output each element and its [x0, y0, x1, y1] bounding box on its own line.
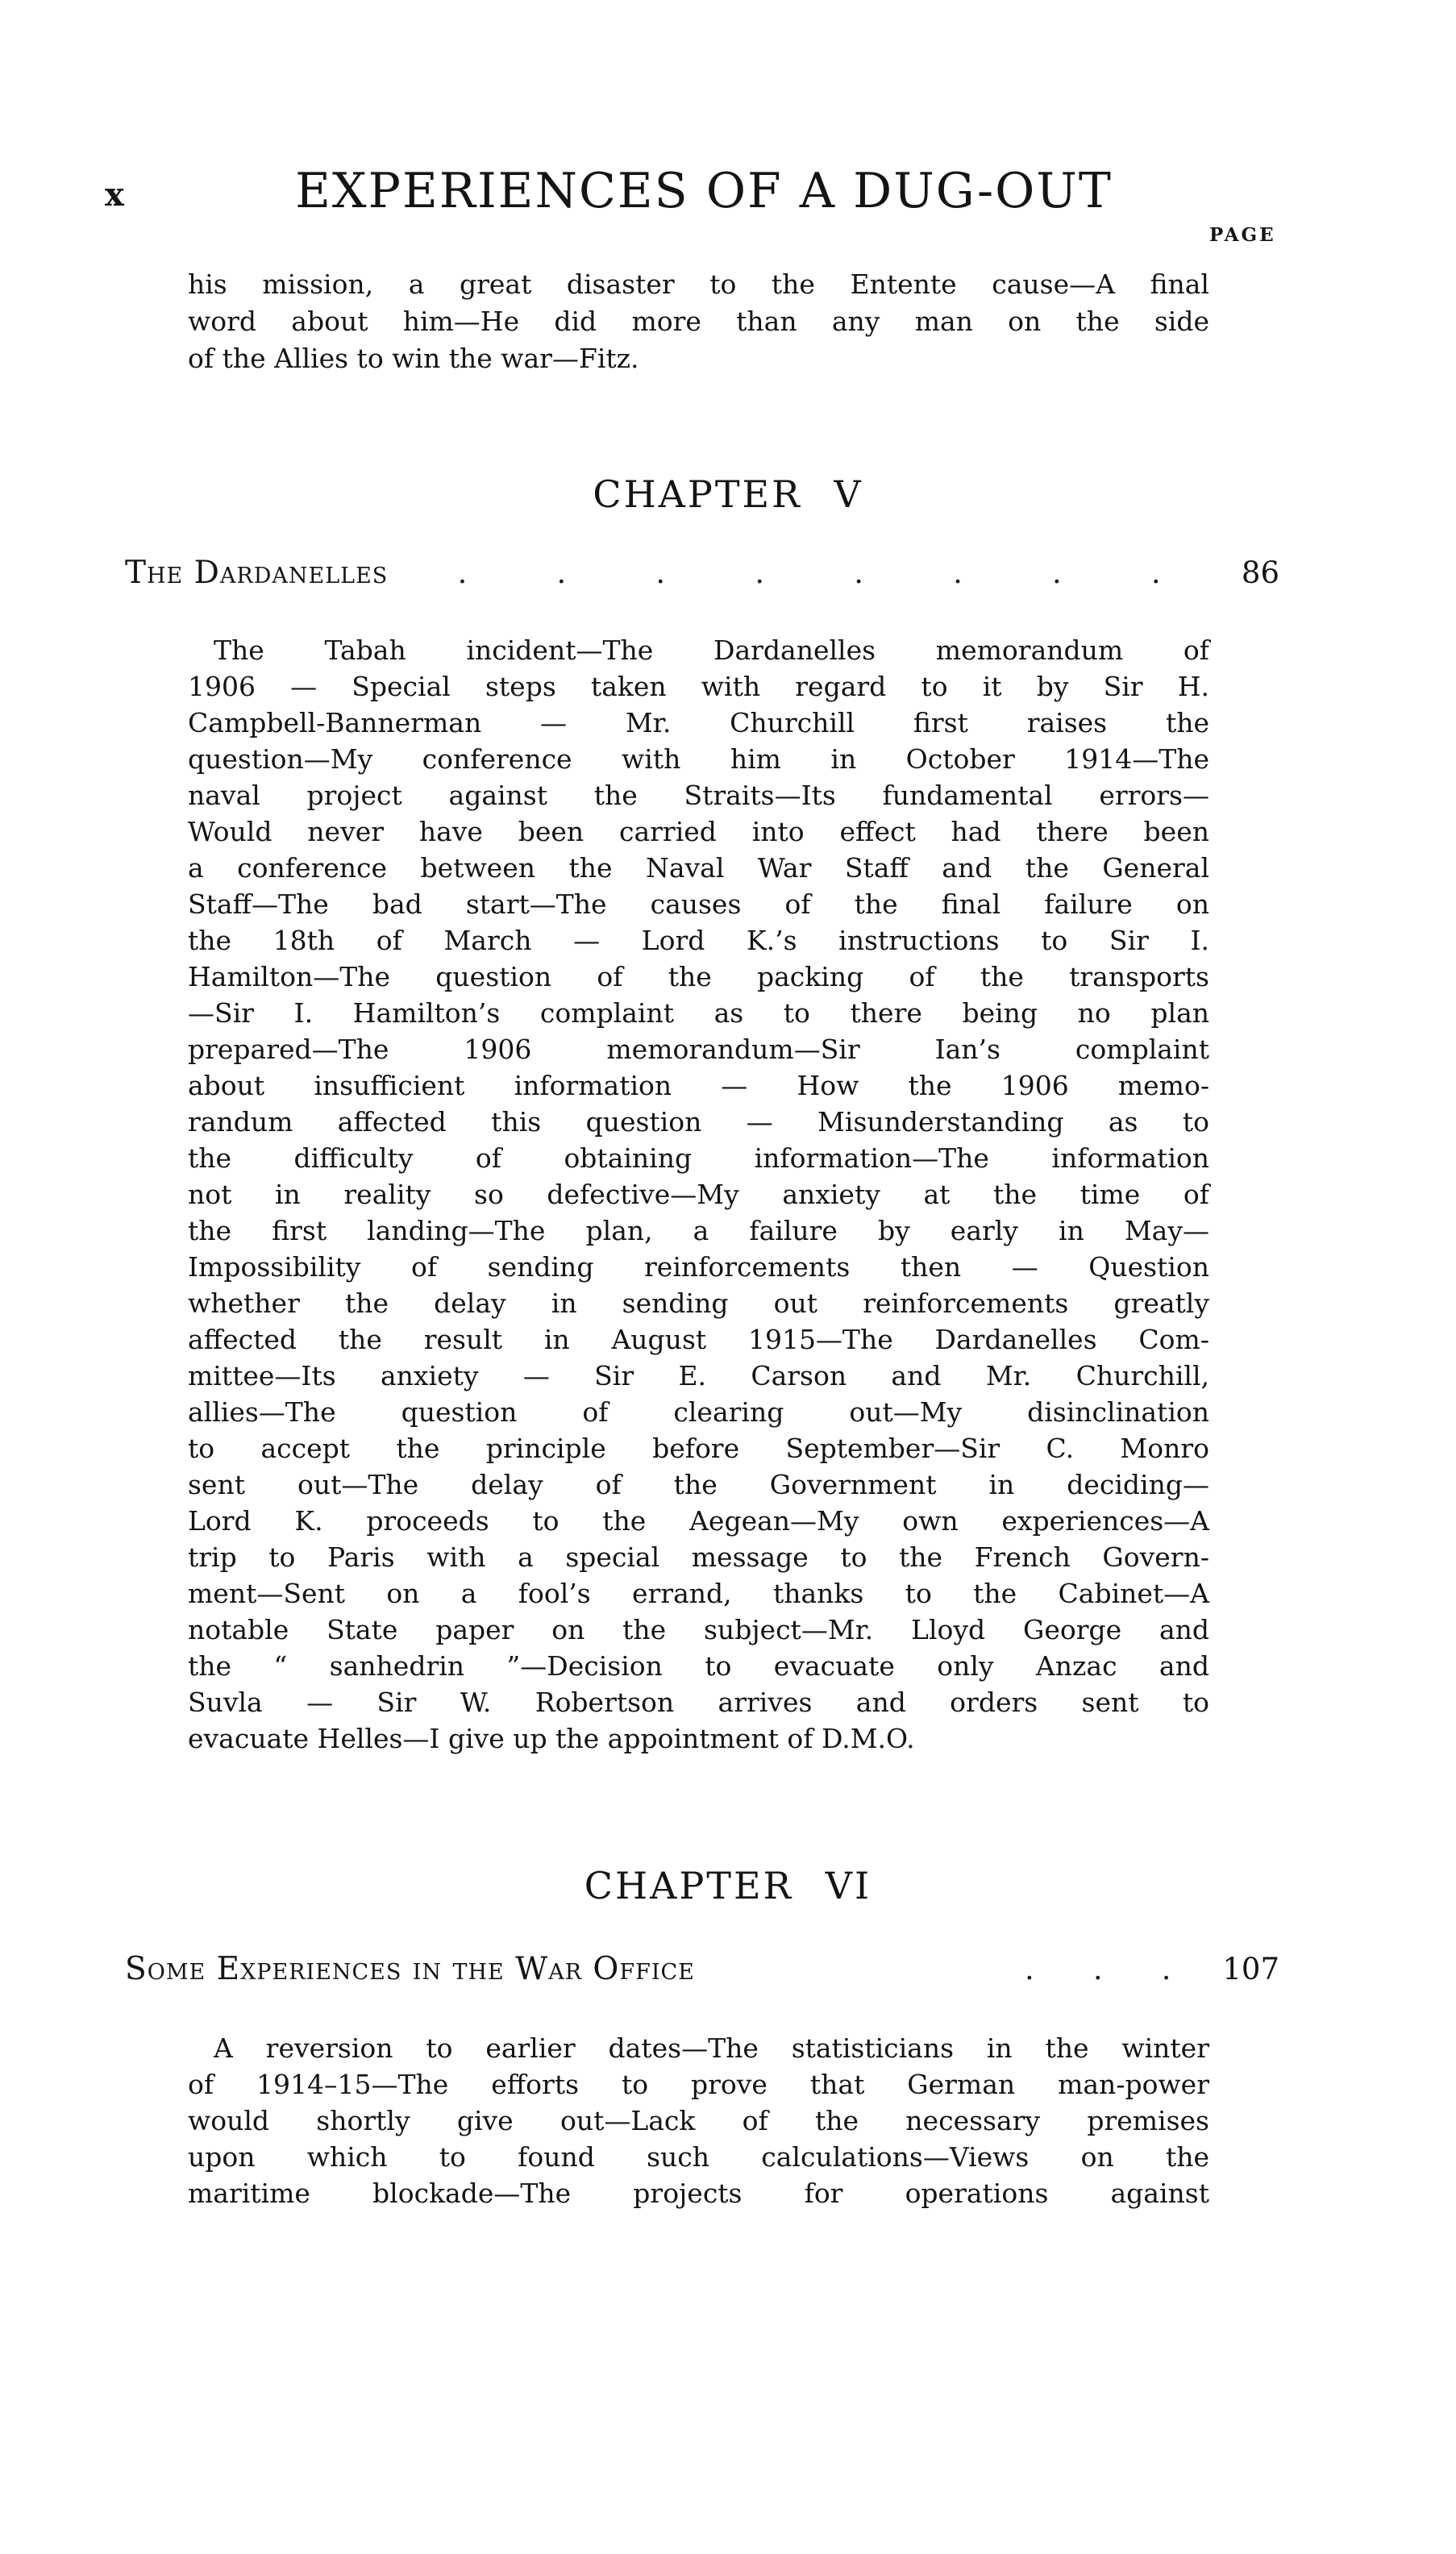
- toc-entry-war-office: [125, 1951, 1279, 1987]
- text-line: the difficulty of obtaining information—The information: [188, 1142, 1209, 1174]
- text-line: Suvla — Sir W. Robertson arrives and orders sent to: [188, 1687, 1209, 1718]
- text-line: Impossibility of sending reinforcements then — Question: [188, 1251, 1209, 1283]
- text-line: mittee—Its anxiety — Sir E. Carson and Mr. Churchill,: [188, 1360, 1209, 1391]
- chapter-v-summary: [188, 632, 1209, 1757]
- text-line: sent out—The delay of the Government in deciding—: [188, 1469, 1209, 1500]
- entry-page-number: 107: [1222, 1952, 1279, 1986]
- text-line: trip to Paris with a special message to the French Govern-: [188, 1541, 1209, 1573]
- entry-title: The Dardanelles: [125, 555, 389, 591]
- text-line: of the Allies to win the war—Fitz.: [188, 343, 639, 374]
- text-line: ment—Sent on a fool’s errand, thanks to the Cabinet—A: [188, 1578, 1209, 1609]
- text-line: The Tabah incident—The Dardanelles memorandum of: [214, 634, 1209, 666]
- text-line: allies—The question of clearing out—My disinclination: [188, 1396, 1209, 1428]
- page-column-label: PAGE: [1209, 224, 1276, 246]
- text-line: Campbell-Bannerman — Mr. Churchill first raises the: [188, 707, 1209, 738]
- entry-title: Some Experiences in the War Office: [125, 1951, 695, 1987]
- chapter-vi-summary: [188, 2030, 1209, 2211]
- chapter-v-heading: CHAPTER V: [593, 472, 863, 516]
- text-line: —Sir I. Hamilton’s complaint as to there being no plan: [188, 997, 1209, 1029]
- text-line: notable State paper on the subject—Mr. Lloyd George and: [188, 1614, 1209, 1645]
- chapter-vi-heading: CHAPTER VI: [584, 1864, 872, 1907]
- text-line: A reversion to earlier dates—The statisticians in the winter: [214, 2032, 1209, 2064]
- text-line: question—My conference with him in October 1914—The: [188, 743, 1209, 775]
- text-line: Hamilton—The question of the packing of the transports: [188, 961, 1209, 992]
- text-line: affected the result in August 1915—The Dardanelles Com-: [188, 1324, 1209, 1355]
- text-line: naval project against the Straits—Its fundamental errors—: [188, 780, 1209, 811]
- entry-page-number: 86: [1241, 555, 1279, 590]
- leader-dots: . . .: [1025, 1953, 1171, 1986]
- text-line: a conference between the Naval War Staff and the General: [188, 852, 1209, 884]
- text-line: not in reality so defective—My anxiety at the time of: [188, 1179, 1209, 1210]
- text-line: the “ sanhedrin ”—Decision to evacuate only Anzac and: [188, 1650, 1209, 1682]
- text-line: about insufficient information — How the 1906 memo-: [188, 1070, 1209, 1101]
- folio-page-number: x: [105, 176, 124, 214]
- toc-entry-the-dardanelles: [125, 555, 1279, 591]
- text-line: the first landing—The plan, a failure by early in May—: [188, 1215, 1209, 1246]
- chapter-iv-summary-continuation: [188, 266, 1209, 377]
- text-line: word about him—He did more than any man on the side: [188, 306, 1209, 337]
- running-title: EXPERIENCES OF A DUG-OUT: [295, 163, 1113, 219]
- text-line: 1906 — Special steps taken with regard to it by Sir H.: [188, 671, 1209, 702]
- text-line: Would never have been carried into effect had there been: [188, 816, 1209, 847]
- text-line: Staff—The bad start—The causes of the final failure on: [188, 888, 1209, 920]
- text-line: whether the delay in sending out reinforcements greatly: [188, 1287, 1209, 1319]
- text-line: prepared—The 1906 memorandum—Sir Ian’s complaint: [188, 1034, 1209, 1065]
- text-line: to accept the principle before September—Sir C. Monro: [188, 1433, 1209, 1464]
- text-line: upon which to found such calculations—Views on the: [188, 2141, 1209, 2173]
- text-line: maritime blockade—The projects for operations against: [188, 2178, 1209, 2209]
- text-line: randum affected this question — Misunderstanding as to: [188, 1106, 1209, 1138]
- text-line: his mission, a great disaster to the Entente cause—A final: [188, 268, 1209, 300]
- text-line: of 1914–15—The efforts to prove that German man-power: [188, 2069, 1209, 2100]
- text-line: Lord K. proceeds to the Aegean—My own experiences—A: [188, 1505, 1209, 1537]
- leader-dots: . . . . . . . .: [457, 557, 1161, 590]
- text-line: the 18th of March — Lord K.’s instructions to Sir I.: [188, 925, 1209, 956]
- text-line: would shortly give out—Lack of the necessary premises: [188, 2105, 1209, 2136]
- text-line: evacuate Helles—I give up the appointment of D.M.O.: [188, 1723, 915, 1754]
